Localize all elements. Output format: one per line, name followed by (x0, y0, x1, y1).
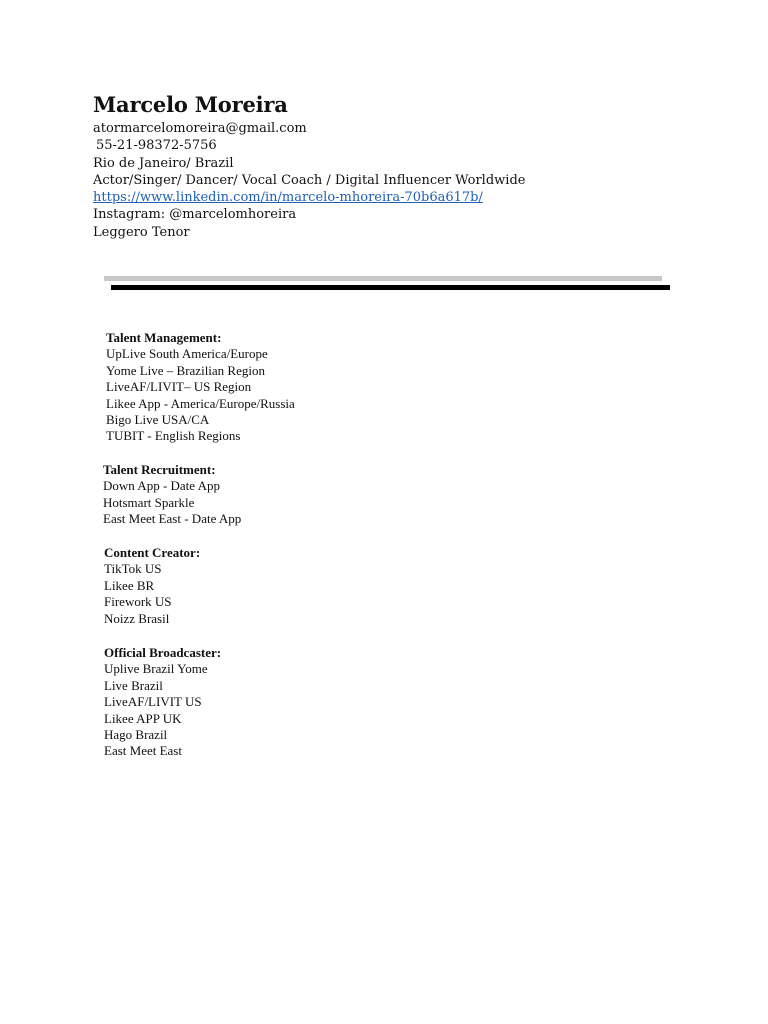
list-item: TUBIT - English Regions (106, 428, 241, 444)
list-item: Yome Live – Brazilian Region (106, 362, 265, 378)
list-item: Hago Brazil (104, 727, 168, 743)
list-item: Firework US (104, 594, 172, 610)
list-item: Down App - Date App (103, 478, 220, 494)
instagram-text: Instagram: @marcelomhoreira (93, 207, 297, 223)
list-item: TikTok US (104, 561, 162, 577)
list-item: Bigo Live USA/CA (106, 412, 210, 428)
section-heading: Content Creator: (104, 545, 201, 560)
list-item: LiveAF/LIVIT US (104, 694, 202, 710)
candidate-name: Marcelo Moreira (93, 92, 288, 117)
list-item: Likee BR (104, 577, 155, 593)
list-item: Likee App - America/Europe/Russia (106, 395, 295, 411)
section-talent-recruitment (103, 462, 241, 528)
voice-type-text: Leggero Tenor (93, 224, 190, 240)
list-item: UpLive South America/Europe (106, 346, 268, 362)
linkedin-link[interactable]: https://www.linkedin.com/in/marcelo-mhoreira-70b6a617b/ (93, 190, 483, 206)
section-content-creator (104, 545, 200, 627)
list-item: Noizz Brasil (104, 610, 170, 626)
section-talent-management (106, 330, 295, 445)
list-item: East Meet East - Date App (103, 511, 242, 527)
location-text: Rio de Janeiro/ Brazil (93, 155, 234, 171)
contact-block (93, 120, 525, 241)
list-item: Hotsmart Sparkle (103, 494, 195, 510)
divider-black (111, 285, 670, 290)
section-heading: Official Broadcaster: (104, 645, 222, 660)
section-heading: Talent Management: (106, 330, 222, 345)
list-item: LiveAF/LIVIT– US Region (106, 379, 252, 395)
roles-text: Actor/Singer/ Dancer/ Vocal Coach / Digital Influencer Worldwide (93, 172, 526, 188)
email-text: atormarcelomoreira@gmail.com (93, 121, 307, 136)
phone-text: 55-21-98372-5756 (96, 138, 217, 154)
section-heading: Talent Recruitment: (103, 462, 216, 477)
section-official-broadcaster (104, 645, 221, 760)
list-item: Live Brazil (104, 677, 163, 693)
divider-gray (104, 276, 662, 281)
list-item: Uplive Brazil Yome (104, 661, 208, 677)
list-item: Likee APP UK (104, 710, 182, 726)
list-item: East Meet East (104, 743, 182, 759)
